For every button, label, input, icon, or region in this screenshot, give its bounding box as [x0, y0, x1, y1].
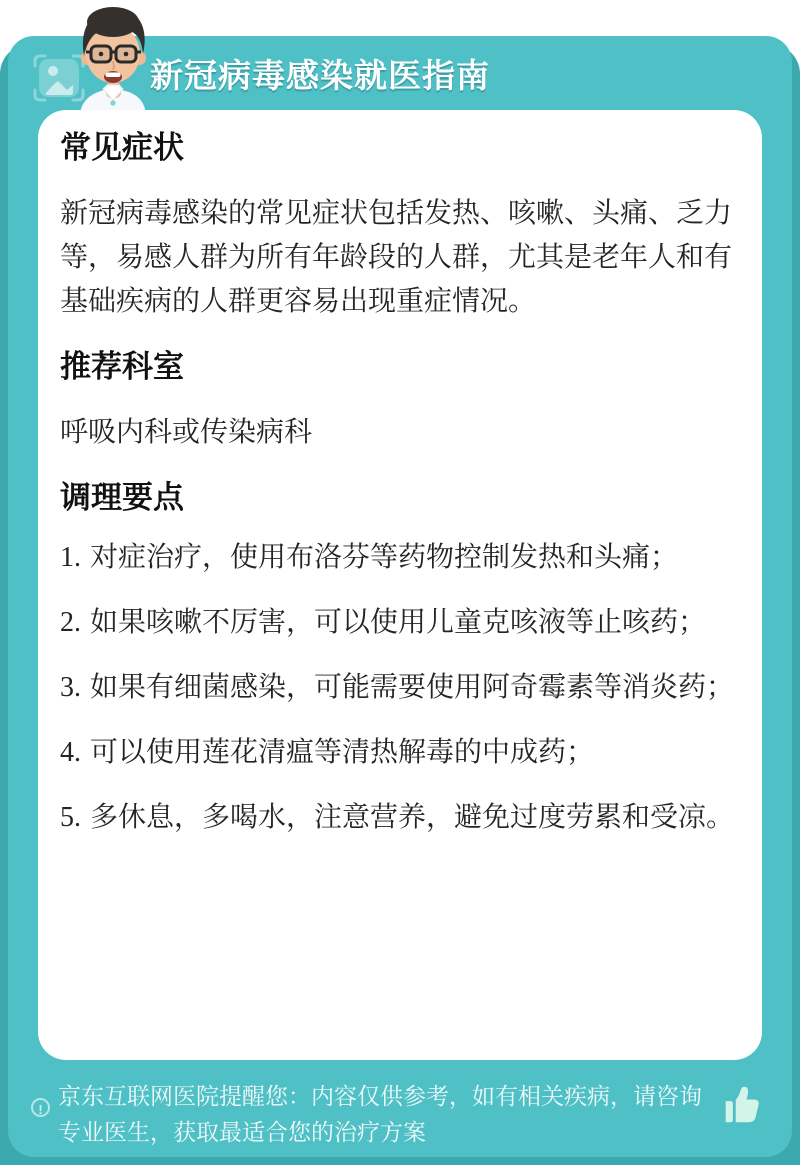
advice-item-3 — [60, 665, 740, 710]
item-text: 对症治疗，使用布洛芬等药物控制发热和头痛； — [90, 541, 679, 572]
department-heading: 推荐科室 — [60, 349, 184, 384]
info-exclamation-icon: ! — [31, 1098, 50, 1117]
thumbs-up-icon[interactable] — [718, 1082, 764, 1128]
item-number: 1. — [60, 542, 81, 573]
guide-content-card — [38, 110, 762, 1060]
department-text: 呼吸内科或传染病科 — [60, 416, 313, 447]
item-text: 如果有细菌感染，可能需要使用阿奇霉素等消炎药； — [90, 671, 735, 702]
item-number: 5. — [60, 802, 81, 833]
advice-item-2 — [60, 600, 740, 645]
symptoms-heading: 常见症状 — [60, 130, 184, 165]
symptoms-text: 新冠病毒感染的常见症状包括发热、咳嗽、头痛、乏力等，易感人群为所有年龄段的人群，尤其是老年人和有基础疾病的人群更容易出现重症情况。 — [60, 197, 733, 316]
page-title: 新冠病毒感染就医指南 — [150, 57, 490, 94]
advice-item-1 — [60, 535, 740, 580]
item-number: 4. — [60, 737, 81, 768]
item-text: 可以使用莲花清瘟等清热解毒的中成药； — [90, 736, 595, 767]
item-number: 2. — [60, 607, 81, 638]
item-text: 多休息，多喝水，注意营养，避免过度劳累和受凉。 — [90, 801, 735, 832]
disclaimer-text: 京东互联网医院提醒您：内容仅供参考，如有相关疾病，请咨询专业医生，获取最适合您的治疗方案 — [58, 1083, 702, 1145]
advice-heading: 调理要点 — [60, 480, 184, 515]
item-text: 如果咳嗽不厉害，可以使用儿童克咳液等止咳药； — [90, 606, 707, 637]
item-number: 3. — [60, 672, 81, 703]
advice-item-4 — [60, 730, 740, 775]
advice-item-5 — [60, 795, 740, 840]
